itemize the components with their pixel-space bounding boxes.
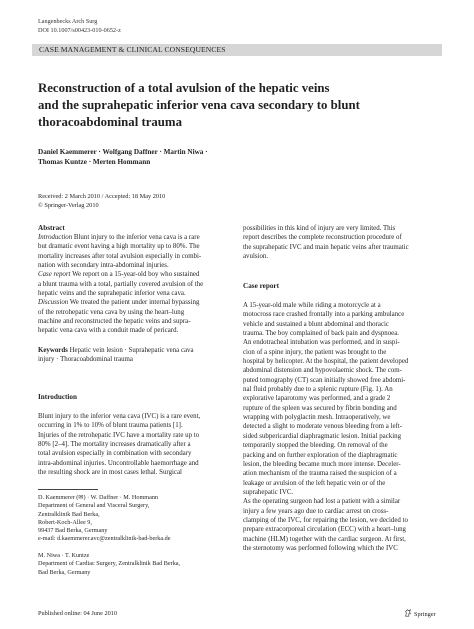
case-report-line: packing and on further exploration of the diaphragmatic xyxy=(243,451,398,459)
introduction-heading: Introduction xyxy=(38,393,78,401)
case-report-line: sided subpericardial diaphragmatic lesion. Initial packing xyxy=(243,432,402,440)
abstract-line: hepatic vena cava with a conduit made of pericard. xyxy=(38,327,179,335)
footnote-rule xyxy=(38,489,98,490)
affiliation-line xyxy=(38,544,237,552)
publisher-logo xyxy=(404,609,436,618)
title-line-2: and the suprahepatic inferior vena cava secondary to blunt xyxy=(38,98,360,112)
introduction-line: total avulsion especially in combination with secondary xyxy=(38,450,192,458)
abstract-line: but dramatic event having a high mortality up to 80%. The xyxy=(38,243,200,251)
introduction-continued xyxy=(243,224,442,261)
abstract-subheading: Case report xyxy=(38,271,71,279)
case-report-line: An endotracheal intubation was performed, and in suspi- xyxy=(243,339,400,347)
case-report-line: vehicle and sustained a blunt abdominal and thoracic xyxy=(243,320,389,328)
keywords-line-2: injury · Thoracoabdominal trauma xyxy=(38,356,133,364)
article-title xyxy=(38,80,438,131)
introduction-continued-line: the suprahepatic IVC and main hepatic veins after traumatic xyxy=(243,243,409,251)
case-report-heading: Case report xyxy=(243,282,279,290)
affiliation-line: Zentralklinik Bad Berka, xyxy=(38,510,100,518)
title-line-3: thoracoabdominal trauma xyxy=(38,115,182,129)
introduction-continued-line: possibilities in this kind of injury are very limited. This xyxy=(243,225,396,232)
affiliation-line: D. Kaemmerer (✉) · W. Daffner · M. Hommann xyxy=(38,494,159,501)
case-report xyxy=(243,282,442,553)
case-report-line: the sternotomy was performed following which the IVC xyxy=(243,544,398,552)
abstract-heading: Abstract xyxy=(38,224,65,232)
abstract-subheading: Introduction xyxy=(38,234,73,241)
abstract-line: Introduction Blunt injury to the inferior vena cava is a rare xyxy=(38,234,200,241)
affiliation-line: Department of General and Visceral Surgery, xyxy=(38,502,150,510)
case-report-line: suprahepatic IVC. xyxy=(243,488,294,496)
case-report-line: leakage or avulsion of the left hepatic vein or of the xyxy=(243,479,386,487)
abstract-body xyxy=(38,233,237,336)
introduction-body xyxy=(38,412,237,477)
keywords-label: Keywords xyxy=(38,347,68,354)
case-report-line: abdominal distension and hypovolaemic shock. The com- xyxy=(243,367,402,375)
affiliations xyxy=(38,494,237,577)
introduction-line: intra-abdominal injuries. Uncontrollable haemorrhage and xyxy=(38,459,199,467)
introduction-line: 80% [2–4]. The mortality increases dramatically after a xyxy=(38,441,191,449)
copyright: © Springer-Verlag 2010 xyxy=(38,202,99,209)
case-report-line: nal fluid probably due to a splenic rupture (Fig. 1). An xyxy=(243,386,393,394)
authors-line-1: Daniel Kaemmerer · Wolfgang Daffner · Martin Niwa · xyxy=(38,148,208,156)
case-report-line: rupture of the spleen was secured by fibrin bonding and xyxy=(243,404,397,412)
affiliation-line: Department of Cardiac Surgery, Zentralklinik Bad Berka, xyxy=(38,560,181,568)
case-report-line: hospital by helicopter. At the hospital, the patient developed xyxy=(243,358,409,366)
abstract-line: machine and reconstructed the hepatic veins and supra- xyxy=(38,318,191,326)
publisher-name: Springer xyxy=(414,611,436,618)
case-report-line: detected a slight to moderate venous bleeding from a left- xyxy=(243,423,403,431)
case-report-line: temporarily stopped the bleeding. On removal of the xyxy=(243,442,388,450)
introduction xyxy=(38,393,237,477)
abstract-line: Case report We report on a 15-year-old boy who sustained xyxy=(38,271,200,279)
affiliation-line: e-mail: d.kaemmerer.avc@zentralklinik-bad-berka.de xyxy=(38,535,171,543)
affiliation-line: Bad Berka, Germany xyxy=(38,568,91,576)
case-report-line: wrapping with polyglactin mesh. Intraoperatively, we xyxy=(243,414,391,422)
keywords-line-1: Hepatic vein lesion · Suprahepatic vena cava xyxy=(67,347,194,354)
case-report-line: machine (HLM) together with the cardiac surgeon. At first, xyxy=(243,535,406,543)
abstract-subheading: Discussion xyxy=(38,299,69,307)
abstract-line: of the retrohepatic vena cava by using the heart–lung xyxy=(38,308,185,316)
springer-horse-icon xyxy=(404,609,412,617)
case-report-line: injury a few years ago due to cardiac arrest on cross- xyxy=(243,507,389,515)
affiliation-line: M. Niwa · T. Kuntze xyxy=(38,552,90,560)
abstract-line: mortality increases after total avulsion especially in combi- xyxy=(38,252,202,260)
affiliation-line: Robert-Koch-Allee 9, xyxy=(38,518,92,526)
published-online: Published online: 04 June 2010 xyxy=(38,610,118,617)
keywords xyxy=(38,346,237,365)
section-banner: CASE MANAGEMENT & CLINICAL CONSEQUENCES xyxy=(32,44,442,56)
introduction-line: the resulting shock are in most cases lethal. Surgical xyxy=(38,469,182,477)
case-report-line: cion of a spine injury, the patient was brought to the xyxy=(243,348,387,356)
introduction-line: Injuries of the retrohepatic IVC have a mortality rate up to xyxy=(38,431,200,439)
case-report-line: A 15-year-old male while riding a motorcycle at a xyxy=(243,302,381,309)
case-report-line: prepare extracorporeal circulation (ECC) with a heart–lung xyxy=(243,526,407,534)
authors-line-2: Thomas Kuntze · Merten Hommann xyxy=(38,158,151,166)
journal-name: Langenbecks Arch Surg xyxy=(38,18,98,25)
case-report-line: ation mechanism of the trauma raised the suspicion of a xyxy=(243,470,397,478)
affiliation-line: 99437 Bad Berka, Germany xyxy=(38,527,108,535)
introduction-line: occurring in 1% to 10% of blunt trauma patients [1]. xyxy=(38,422,183,430)
abstract-line: hepatic veins and the suprahepatic inferior vena cava. xyxy=(38,290,186,298)
doi: DOI 10.1007/s00423-010-0652-z xyxy=(38,27,121,34)
received-accepted: Received: 2 March 2010 / Accepted: 18 May 2010 xyxy=(38,193,166,200)
introduction-continued-line: avulsion. xyxy=(243,253,269,261)
introduction-continued-line: report describes the complete reconstruction procedure of xyxy=(243,234,402,242)
abstract-line: a blunt trauma with a total, partially covered avulsion of the xyxy=(38,280,204,288)
case-report-line: trauma. The boy complained of back pain and dyspnoea. xyxy=(243,330,400,338)
case-report-line: motocross race crashed frontally into a parking ambulance xyxy=(243,311,405,319)
case-report-line: clamping of the IVC, for repairing the lesion, we decided to xyxy=(243,516,408,524)
case-report-body xyxy=(243,301,442,553)
case-report-line: explorative laparotomy was performed, and a grade 2 xyxy=(243,395,391,403)
abstract-line: nation with secondary intra-abdominal injuries. xyxy=(38,262,169,270)
case-report-line: puted tomography (CT) scan initially showed free abdomi- xyxy=(243,376,406,384)
title-line-1: Reconstruction of a total avulsion of the hepatic veins xyxy=(38,81,330,95)
case-report-line: As the operating surgeon had lost a patient with a similar xyxy=(243,498,401,506)
case-report-line: lesion, the bleeding became much more intense. Deceler- xyxy=(243,460,401,468)
introduction-line: Blunt injury to the inferior vena cava (IVC) is a rare event, xyxy=(38,413,201,420)
abstract-line: Discussion We treated the patient under internal bypassing xyxy=(38,299,200,307)
abstract xyxy=(38,224,237,336)
